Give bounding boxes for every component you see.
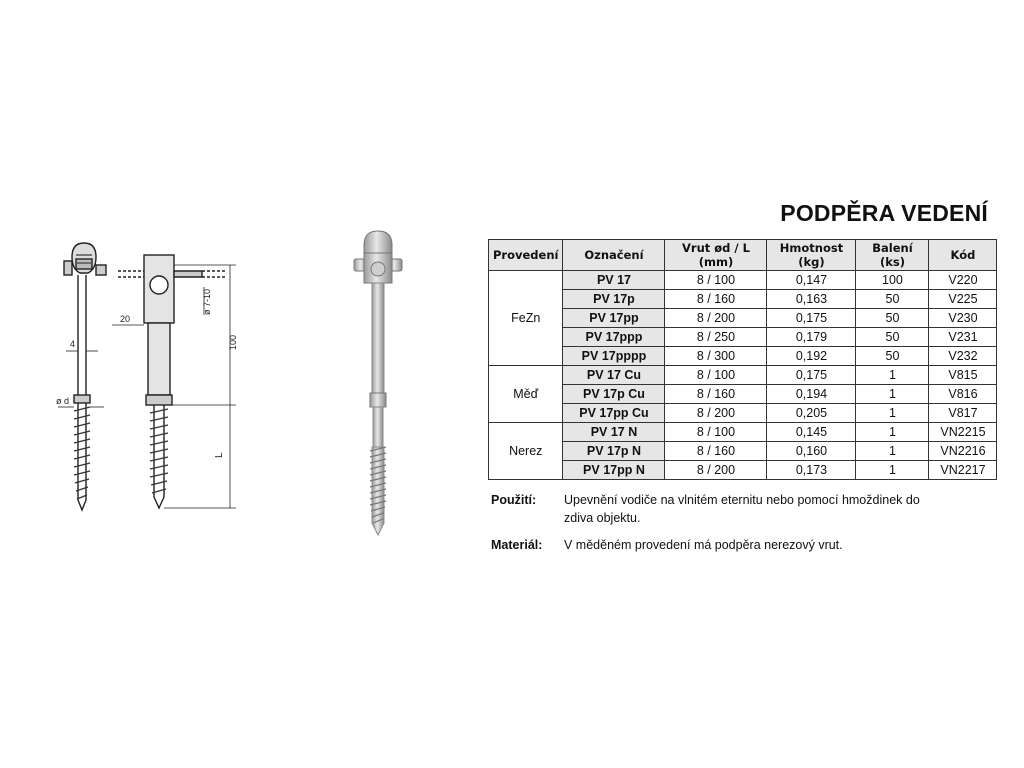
- code-cell: V815: [929, 366, 997, 385]
- dim-20: 20: [120, 314, 131, 324]
- package-cell: 1: [856, 442, 929, 461]
- package-cell: 1: [856, 366, 929, 385]
- weight-cell: 0,205: [767, 404, 856, 423]
- designation-cell: PV 17 Cu: [563, 366, 665, 385]
- package-cell: 50: [856, 328, 929, 347]
- designation-cell: PV 17pp Cu: [563, 404, 665, 423]
- package-cell: 1: [856, 404, 929, 423]
- table-row: [489, 290, 997, 309]
- screw-cell: 8 / 160: [665, 290, 767, 309]
- weight-cell: 0,175: [767, 366, 856, 385]
- designation-cell: PV 17: [563, 271, 665, 290]
- screw-cell: 8 / 200: [665, 404, 767, 423]
- screw-cell: 8 / 160: [665, 385, 767, 404]
- designation-cell: PV 17p: [563, 290, 665, 309]
- header-oznaceni: Označení: [563, 240, 665, 271]
- designation-cell: PV 17pp: [563, 309, 665, 328]
- package-cell: 50: [856, 290, 929, 309]
- header-vrut: Vrut ød / L (mm): [665, 240, 767, 271]
- material-note: [491, 536, 951, 554]
- screw-cell: 8 / 300: [665, 347, 767, 366]
- package-cell: 1: [856, 461, 929, 480]
- screw-cell: 8 / 200: [665, 309, 767, 328]
- dim-7-10: ø 7-10: [202, 288, 212, 315]
- table-row: [489, 271, 997, 290]
- use-note: [491, 491, 951, 527]
- table-row: [489, 423, 997, 442]
- designation-cell: PV 17pppp: [563, 347, 665, 366]
- table-row: [489, 347, 997, 366]
- package-cell: 100: [856, 271, 929, 290]
- header-hmotnost: Hmotnost (kg): [767, 240, 856, 271]
- screw-cell: 8 / 100: [665, 271, 767, 290]
- designation-cell: PV 17p Cu: [563, 385, 665, 404]
- side-view: [64, 243, 106, 510]
- screw-cell: 8 / 250: [665, 328, 767, 347]
- dim-L: L: [214, 452, 225, 458]
- material-label: Materiál:: [491, 538, 543, 552]
- dim-100: 100: [228, 334, 238, 350]
- table-header-row: [489, 240, 997, 271]
- table-row: [489, 328, 997, 347]
- use-text: Upevnění vodiče na vlnitém eternitu nebo pomocí hmoždinek do zdiva objektu.: [564, 493, 920, 525]
- code-cell: VN2217: [929, 461, 997, 480]
- package-cell: 1: [856, 385, 929, 404]
- table-row: [489, 309, 997, 328]
- code-cell: V220: [929, 271, 997, 290]
- code-cell: V230: [929, 309, 997, 328]
- product-photo: [340, 225, 430, 545]
- table-row: [489, 366, 997, 385]
- code-cell: V225: [929, 290, 997, 309]
- table-body: [489, 271, 997, 480]
- group-cell: FeZn: [489, 271, 563, 366]
- spec-table: [488, 239, 997, 480]
- screw-cell: 8 / 160: [665, 442, 767, 461]
- package-cell: 1: [856, 423, 929, 442]
- group-cell: Měď: [489, 366, 563, 423]
- weight-cell: 0,145: [767, 423, 856, 442]
- package-cell: 50: [856, 347, 929, 366]
- weight-cell: 0,147: [767, 271, 856, 290]
- screw-cell: 8 / 100: [665, 366, 767, 385]
- table-row: [489, 442, 997, 461]
- weight-cell: 0,173: [767, 461, 856, 480]
- designation-cell: PV 17pp N: [563, 461, 665, 480]
- designation-cell: PV 17p N: [563, 442, 665, 461]
- code-cell: V817: [929, 404, 997, 423]
- dim-4: 4: [70, 339, 76, 349]
- code-cell: V232: [929, 347, 997, 366]
- group-cell: Nerez: [489, 423, 563, 480]
- weight-cell: 0,175: [767, 309, 856, 328]
- package-cell: 50: [856, 309, 929, 328]
- designation-cell: PV 17ppp: [563, 328, 665, 347]
- table-row: [489, 461, 997, 480]
- dim-d: ø d: [56, 396, 70, 406]
- header-provedeni: Provedení: [489, 240, 563, 271]
- code-cell: V231: [929, 328, 997, 347]
- screw-cell: 8 / 100: [665, 423, 767, 442]
- technical-drawing: [50, 225, 250, 520]
- table-row: [489, 404, 997, 423]
- screw-cell: 8 / 200: [665, 461, 767, 480]
- header-baleni: Balení (ks): [856, 240, 929, 271]
- page-title: PODPĚRA VEDENÍ: [780, 200, 988, 226]
- weight-cell: 0,160: [767, 442, 856, 461]
- code-cell: VN2216: [929, 442, 997, 461]
- code-cell: VN2215: [929, 423, 997, 442]
- weight-cell: 0,179: [767, 328, 856, 347]
- designation-cell: PV 17 N: [563, 423, 665, 442]
- header-kod: Kód: [929, 240, 997, 271]
- code-cell: V816: [929, 385, 997, 404]
- weight-cell: 0,163: [767, 290, 856, 309]
- table-row: [489, 385, 997, 404]
- weight-cell: 0,192: [767, 347, 856, 366]
- use-label: Použití:: [491, 493, 537, 507]
- weight-cell: 0,194: [767, 385, 856, 404]
- material-text: V měděném provedení má podpěra nerezový vrut.: [564, 538, 843, 552]
